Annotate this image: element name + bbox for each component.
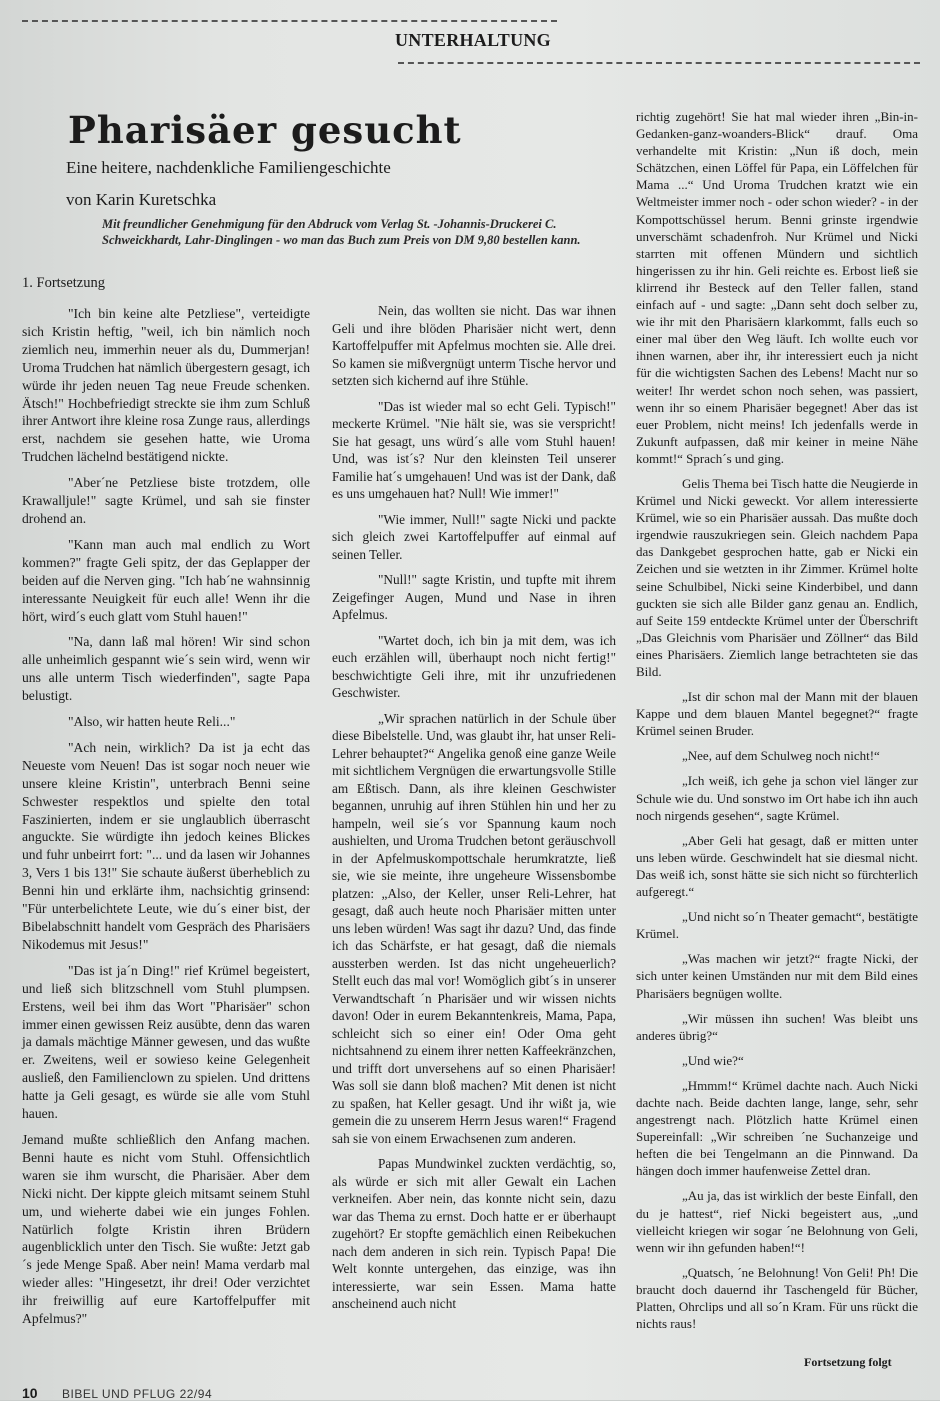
paragraph: „Und nicht so´n Theater gemacht“, bestätigte Krümel. bbox=[636, 909, 918, 942]
paragraph: "Null!" sagte Kristin, und tupfte mit ihrem Zeigefinger Augen, Mund und Nase in ihren Apfelmus. bbox=[332, 572, 616, 622]
paragraph: "Wartet doch, ich bin ja mit dem, was ich euch erzählen will, überhaupt noch nicht fertig!" beschwichtigte Geli ihre, mit ihr unzufriedenen Geschwister. bbox=[332, 632, 616, 700]
article-author: von Karin Kuretschka bbox=[66, 190, 217, 209]
credit-text: Mit freundlicher Genehmigung für den Abdruck vom Verlag St. -Johannis-Druckerei C. Schweickhardt, Lahr-Dinglingen - wo man das Buch zum Preis von DM 9,80 bestellen kann. bbox=[102, 217, 581, 247]
paragraph: „Wir sprachen natürlich in der Schule über diese Bibelstelle. Und, was glaubt ihr, hat unser Reli-Lehrer behauptet?“ Angelika genoß eine ganze Weile mit sichtlichem Vergnügen die erwartungsvolle Stille am Eßtisch. Dann, als ihre kleinen Geschwister begannen, unruhig auf ihren Stühlen hin und her zu hampeln, weil sie´s vor Spannung kaum noch aushielten, und Uroma Trudchen betont geräuschvoll in der Apfelmuskompottschale herumkratzte, ließ sie, wie sie meinte, ihre ungeheure Wissensbombe platzen: „Also, der Keller, unser Reli-Lehrer, hat gesagt, daß auch heute noch Pharisäer mitten unter uns leben würden! Was sagt ihr dazu? Und, das finde ich das Schärfste, er hat gesagt, daß die niemals aussterben werden. Ist das nicht ungeheuerlich? Stellt euch das mal vor! Womöglich gibt´s in unserer Verwandtschaft ´n Pharisäer und wir wissen nichts davon! Oder in eurem Bekanntenkreis, Mama, Papa, schleicht sich so einer ein! Oder Oma geht nichtsahnend zu einem ihrer netten Kaffeekränzchen, und trifft dort unversehens auf so einen Pharisäer! Was soll sie dann bloß machen? Mit denen ist nicht zu spaßen, hat Keller gesagt. Und ihr wißt ja, wie gemein die zu unserem Herrn Jesus waren!“ Fragend sah sie von einem Erwachsenen zum anderen. bbox=[332, 710, 616, 1146]
paragraph: Jemand mußte schließlich den Anfang machen. Benni haute es nicht vom Stuhl. Offensichtlich waren sie ihm wurscht, die Pharisäer. Aber dem Nicki nicht. Der kippte gleich mitsamt seinem Stuhl um, und wieherte dabei wie ein junges Fohlen. Natürlich folgte Kristin ihren Brüdern augenblicklich unter den Tisch. Sie wußte: Jetzt gab´s jede Menge Spaß. Aber nein! Mama verdarb mal wieder alles: "Hingesetzt, ihr drei! Oder verzichtet ihr freiwillig auf eure Kartoffelpuffer mit Apfelmus?" bbox=[22, 1131, 310, 1327]
paragraph: Gelis Thema bei Tisch hatte die Neugierde in Krümel und Nicki geweckt. Vor allem interessierte Krümel, wie so ein Pharisäer aussah. Das mußte doch irgendwie rauszukriegen sein. Gleich nachdem Papa das Dankgebet gesprochen hatte, gab er Nicki ein Zeichen und sie wetzten in ihr Zimmer. Krümel holte seine Schulbibel, Nicki seine Kinderbibel, und dann guckten sie sich alle Bilder ganz genau an. Endlich, auf Seite 159 entdeckte Krümel unter der Überschrift „Das Gleichnis vom Pharisäer und Zöllner“ das Bild eines Pharisäers. Ziemlich lange betrachteten sie das Bild. bbox=[636, 475, 918, 679]
header-rule-right bbox=[398, 62, 920, 64]
article-subtitle: Eine heitere, nachdenkliche Familiengeschichte bbox=[66, 158, 391, 177]
paragraph: "Das ist ja´n Ding!" rief Krümel begeistert, und ließ sich blitzschnell vom Stuhl plumpsen. Erstens, weil bei ihm das Wort "Pharisäer" schon immer einen gewissen Reiz ausübte, denn das waren ja damals mächtige Männer gewesen, und das wußte er. Zweitens, weil er sowieso keine Gelegenheit ausließ, den Familienclown zu spielen. Und drittens hatte ja Geli gesagt, es würde sie alle vom Stuhl hauen. bbox=[22, 962, 310, 1122]
paragraph: Nein, das wollten sie nicht. Das war ihnen Geli und ihre blöden Pharisäer nicht wert, denn Kartoffelpuffer mit Apfelmus mochten sie. Alle drei. So kamen sie mißvergnügt unterm Tische hervor und setzten sich kichernd auf ihre Stühle. bbox=[332, 303, 616, 388]
paragraph: „Aber Geli hat gesagt, daß er mitten unter uns leben würde. Geschwindelt hat sie diesmal nicht. Das weiß ich, sonst hätte sie sich nicht so fürchterlich aufgeregt.“ bbox=[636, 832, 918, 900]
paragraph: „Und wie?“ bbox=[682, 1052, 744, 1068]
page-number: 10 bbox=[22, 1385, 38, 1401]
paragraph: "Kann man auch mal endlich zu Wort kommen?" fragte Geli spitz, der das Geplapper der beiden auf die Nerven ging. "Ich hab´ne wahnsinnig interessante Neuigkeit für euch alle! Wenn ihr die hört, wird´s euch glatt vom Stuhl hauen!" bbox=[22, 536, 310, 624]
paragraph: „Au ja, das ist wirklich der beste Einfall, den du je hattest“, rief Nicki begeistert aus, „und vielleicht kriegen wir sogar ´ne Belohnung von Geli, wenn wir ihn gefunden haben!“! bbox=[636, 1188, 918, 1255]
article-title: Pharisäer gesucht bbox=[68, 108, 462, 152]
paragraph: "Das ist wieder mal so echt Geli. Typisch!" meckerte Krümel. "Nie hält sie, was sie verspricht! Sie hat gesagt, uns würd´s alle vom Stuhl hauen! Und, was ist´s? Nur den kleinsten Teil unserer Familie hat´s umgehauen! Und was ist der Dank, daß es uns umgehauen hat? Null! Wie immer!" bbox=[332, 398, 616, 501]
paragraph: „Was machen wir jetzt?“ fragte Nicki, der sich unter keinen Umständen nur mit dem Bild eines Pharisäers begnügen wollte. bbox=[636, 951, 918, 1001]
continuation-note: Fortsetzung folgt bbox=[804, 1355, 892, 1369]
paragraph: „Ist dir schon mal der Mann mit der blauen Kappe und dem blauen Mantel begegnet?“ fragte Krümel seinen Bruder. bbox=[636, 689, 918, 739]
paragraph: „Nee, auf dem Schulweg noch nicht!“ bbox=[682, 748, 880, 764]
magazine-name: BIBEL UND PFLUG 22/94 bbox=[62, 1387, 213, 1401]
part-label: 1. Fortsetzung bbox=[22, 275, 105, 291]
paragraph: richtig zugehört! Sie hat mal wieder ihren „Bin-in-Gedanken-ganz-woanders-Blick“ drauf. Oma verhandelte mit Kristin: „Nun iß doch, mein Schätzchen, einen Löffel für Papa, ein Löffelchen für Mama ...“ Und Uroma Trudchen kratzt wie ein Weltmeister immer noch - oder schon wieder? - in der Kompottschüssel herum. Benni grinste irgendwie unverschämt schadenfroh. Nur Krümel und Nicki starrten mit offenen Mündern und sichtlich hingerissen zu ihr hin. Geli reichte es. Erbost ließ sie klirrend ihr Besteck auf den Teller fallen, stand einfach auf - und sagte: „Dann seht doch selber zu, wie ihr mit den Pharisäern klarkommt, falls euch so einer mal über den Weg läuft. Ich wollte euch vor ihnen warnen, aber ihr, ihr interessiert euch ja nicht für die wichtigsten Sachen des Lebens! Macht nur so weiter! Ihr werdet schon noch sehen, was passiert, wenn ihr so einem Pharisäer begegnet! Aber das ist euer Problem, nicht meins! Ich jedenfalls werde in Zukunft aufpassen, daß mir keiner in meine Nähe kommt!“ Sprach´s und ging. bbox=[636, 109, 918, 466]
paragraph: "Aber´ne Petzliese biste trotzdem, olle Krawalljule!" sagte Krümel, und sah sie finster drohend an. bbox=[22, 475, 310, 526]
paragraph: "Na, dann laß mal hören! Wir sind schon alle unheimlich gespannt wie´s sein wird, wenn wir uns alle unterm Tisch wiederfinden", sagte Papa belustigt. bbox=[22, 634, 310, 704]
paragraph: "Ich bin keine alte Petzliese", verteidigte sich Kristin heftig, "weil, ich bin nämlich noch ziemlich neu, immerhin neuer als du, Dummerjan! Uroma Trudchen hat nämlich übergestern gesagt, ich würde ihr jeden neuen Tag neue Freude schenken. Ätsch!" Hochbefriedigt streckte sie ihm zum Schluß ihrer Antwort ihre kleine rosa Zunge raus, allerdings erst, nachdem sie gesehen hatte, wie Uroma Trudchen lächelnd bestätigend nickte. bbox=[22, 306, 310, 465]
paragraph: „Ich weiß, ich gehe ja schon viel länger zur Schule wie du. Und sonstwo im Ort habe ich ihn auch noch nirgends gesehen“, sagte Krümel. bbox=[636, 773, 918, 823]
publisher-credit bbox=[22, 216, 602, 248]
paragraph: Papas Mundwinkel zuckten verdächtig, so, als würde er sich mit aller Gewalt ein Lachen verkneifen. Aber nein, das konnte nicht sein, dazu war das Thema zu ernst. Doch hatte er er überhaupt zugehört? Er stopfte gemächlich einen Reibekuchen nach dem anderen in sich rein. Typisch Papa! Die Welt konnte untergehen, das einzige, was ihn interessierte, war sein Essen. Mama hatte anscheinend auch nicht bbox=[332, 1156, 616, 1311]
paragraph: "Ach nein, wirklich? Da ist ja echt das Neueste vom Neuen! Das ist sogar noch neuer wie unsere kleine Kristin", unterbrach Benni seine Schwester respektlos und spielte den total Faszinierten, indem er sie unglaublich überrascht anguckte. Sie würdigte ihn jedoch keines Blickes und fuhr unbeirrt fort: "... und da lasen wir Johannes 3, Vers 1 bis 13!" Sie schaute äußerst überheblich zu Benni hin und erklärte ihm, nachsichtig grinsend: "Für unterbelichtete Leute, wie du´s einer bist, der Bibelabschnitt handelt vom Gespräch des Pharisäers Nikodemus mit Jesus!" bbox=[22, 739, 310, 952]
paragraph: „Wir müssen ihn suchen! Was bleibt uns anderes übrig?“ bbox=[636, 1010, 918, 1043]
paragraph: „Hmmm!“ Krümel dachte nach. Auch Nicki dachte nach. Beide dachten lange, lange, sehr, sehr angestrengt nach. Plötzlich hatte Krümel einen Supereinfall: „Wir schreiben ´ne Suchanzeige und heften die bei Tengelmann an die Pinnwand. Da hängen doch immer haufenweise Zettel dran. bbox=[636, 1077, 918, 1179]
header-rule-left bbox=[22, 20, 557, 22]
text-column-3 bbox=[636, 108, 918, 1340]
text-column-1 bbox=[22, 305, 310, 1336]
paragraph: „Quatsch, ´ne Belohnung! Von Geli! Ph! Die braucht doch dauernd ihr Taschengeld für Bücher, Platten, Ohrclips und all so´n Kram. Für uns rückt die nichts raus! bbox=[636, 1264, 918, 1332]
section-title: UNTERHALTUNG bbox=[395, 30, 551, 50]
text-column-2 bbox=[332, 302, 616, 1321]
paragraph: "Wie immer, Null!" sagte Nicki und packte sich gleich zwei Kartoffelpuffer auf einmal auf seinen Teller. bbox=[332, 511, 616, 562]
paragraph: "Also, wir hatten heute Reli..." bbox=[68, 714, 236, 730]
